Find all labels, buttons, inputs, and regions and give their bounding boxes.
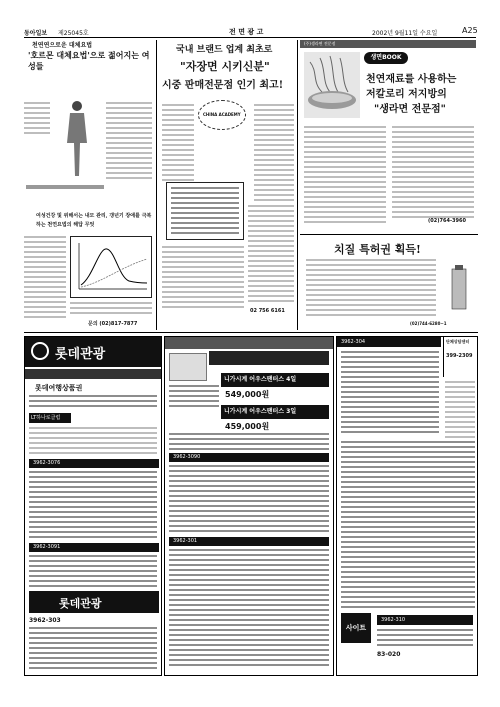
left-ad-annotations — [24, 102, 50, 137]
brand-badge — [198, 100, 246, 130]
center-contact: 02 756 6161 — [250, 308, 285, 314]
section-divider — [24, 332, 478, 333]
noodle-bowl-photo — [304, 52, 360, 118]
side-big-word: 사이트 — [341, 613, 371, 643]
noodle-logo: 생면BOOK — [364, 52, 408, 64]
phone-3: 3962-303 — [29, 617, 61, 624]
center-table-box — [166, 182, 244, 240]
dental-advertisement — [300, 234, 478, 331]
center-headline-2: "자장면 시키신분" — [180, 60, 270, 73]
left-ad-kicker: 천연연으로운 대체요법 — [32, 42, 93, 49]
dental-ad-text — [306, 259, 436, 319]
center-advertisement — [158, 40, 296, 332]
center-lower-text — [162, 246, 244, 311]
right-phone-bar: 3962-304 — [337, 337, 441, 347]
right-headline-2: 저칼로리 저지방의 — [366, 89, 447, 100]
page-number: A25 — [462, 26, 478, 35]
dental-headline: 치질 특허권 획득! — [334, 243, 421, 256]
center-table-rows — [171, 187, 239, 234]
column-rule — [297, 40, 298, 330]
left-ad-column-text — [24, 236, 66, 321]
right-headline-3: "생라면 전문점" — [374, 104, 446, 115]
destination-photo — [169, 353, 207, 381]
left-ad-lower-text — [70, 302, 152, 317]
tour-listing-2 — [29, 555, 157, 590]
left-ad-phone: 문의 (02)817-7877 — [88, 321, 138, 327]
section-title: 전 면 광 고 — [229, 28, 264, 36]
middle-phone-bar-2: 3962-301 — [169, 537, 329, 546]
right-bottom-phone: 3962-310 — [377, 615, 473, 625]
middle-highlight-bar — [209, 351, 329, 365]
gift-certificate-label: 롯데여행상품권 — [35, 384, 83, 392]
middle-info-left — [169, 385, 219, 410]
group-consult-label: 단체상담센터 — [446, 339, 470, 344]
left-advertisement — [24, 40, 154, 332]
hormone-curve-chart — [71, 237, 151, 297]
middle-tour-ad — [164, 336, 334, 676]
middle-listing-1 — [169, 433, 329, 453]
right-listing-1 — [341, 351, 439, 436]
lotte-tour-ad — [24, 336, 162, 676]
group-consult-phone: 399-2309 — [446, 353, 473, 359]
gift-info-text — [29, 395, 157, 410]
left-ad-body-text — [106, 102, 152, 182]
lotte-logo-bar — [25, 337, 161, 367]
right-ad-strip-text: (주)생라면 전문점 — [304, 41, 336, 46]
middle-phone-bar-1: 3962-3090 — [169, 453, 329, 462]
center-body-text — [162, 104, 194, 184]
package-headline-1: 니가시계 어우스팬터스 4일 — [221, 373, 329, 387]
package-price-2: 459,000원 — [225, 422, 270, 431]
right-ad-text-left — [304, 126, 386, 226]
column-rule — [156, 40, 157, 330]
package-price-1: 549,000원 — [225, 390, 270, 399]
date: 2002년 9월11일 수요일 — [372, 30, 438, 37]
right-ad-phone: (02)764-3960 — [428, 218, 466, 224]
right-ad-text-right — [392, 126, 474, 221]
hormone-graph-box — [70, 236, 152, 298]
left-ad-subhead: 여성건강 및 위해서는 내모 관리, 갱년기 장애를 극복하는 천연요법의 해답 무엇 — [36, 213, 152, 228]
right-ad-top-strip — [300, 40, 476, 48]
center-right-text — [248, 205, 294, 305]
phone-bar-2: 3962-3091 — [29, 543, 159, 552]
right-listing-2 — [341, 441, 475, 611]
lotte-logo-icon — [31, 342, 49, 360]
dental-phone: (02)744-6280~1 — [410, 321, 447, 326]
right-listing-3 — [377, 629, 473, 649]
phone-bar-1: 3962-3076 — [29, 459, 159, 468]
tube-product-image — [444, 265, 474, 315]
newspaper-header — [24, 27, 476, 38]
lotte-logo-text: 롯데관광 — [55, 347, 106, 362]
brand-badge-label: CHINA ACADEMY — [203, 112, 241, 117]
lotte-bottom-banner — [29, 591, 159, 613]
right-tour-ad — [336, 336, 478, 676]
club-listing — [29, 427, 157, 457]
middle-top-banner — [165, 337, 333, 349]
club-label: LT하나로클럽 — [29, 413, 71, 423]
center-headline-1: 국내 브랜드 업계 최초로 — [176, 45, 273, 55]
left-ad-headline: '호르몬 대체요법'으로 젊어지는 여성들 — [28, 50, 150, 71]
center-body-text-right — [254, 104, 294, 204]
figure-caption — [26, 185, 104, 189]
issue-number: 제25045호 — [58, 30, 89, 37]
middle-listing-2 — [169, 465, 329, 535]
tour-listing-1 — [29, 471, 157, 541]
right-headline-1: 천연재료를 사용하는 — [366, 74, 457, 85]
middle-listing-3 — [169, 549, 329, 669]
center-headline-3: 시중 판매전문점 인기 최고! — [162, 80, 284, 91]
tour-listing-3 — [29, 627, 157, 672]
package-headline-2: 니가시계 어우스팬터스 3일 — [221, 405, 329, 419]
right-contact: 83-020 — [377, 651, 401, 658]
lotte-tagline-bar — [25, 369, 161, 379]
woman-figure-illustration — [52, 98, 102, 178]
lotte-bottom-logo: 롯데관광 — [59, 597, 102, 610]
group-consult-box — [443, 337, 478, 377]
paper-name: 동아일보 — [24, 30, 48, 37]
right-advertisement — [300, 40, 478, 240]
